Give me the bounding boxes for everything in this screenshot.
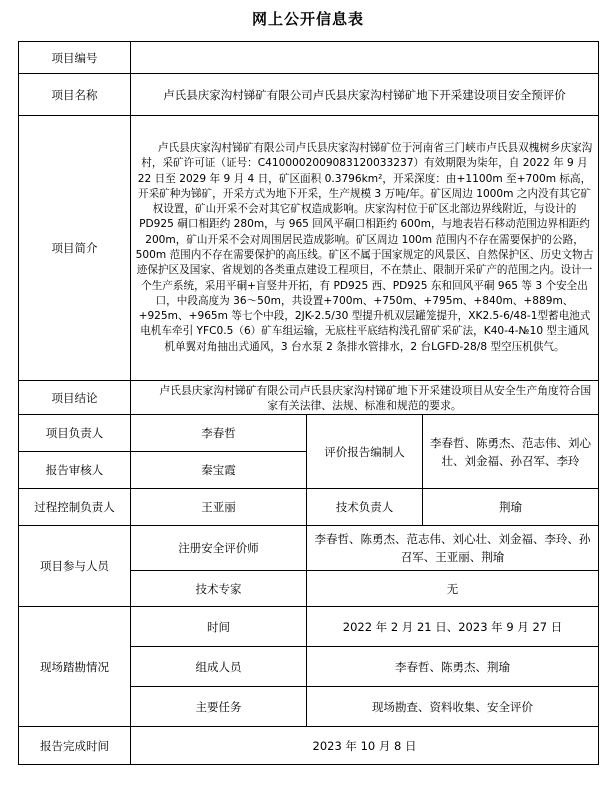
project-name-label: 项目名称: [19, 74, 131, 116]
completion-value: 2023 年 10 月 8 日: [131, 727, 599, 765]
project-leader-label: 项目负责人: [19, 415, 131, 452]
survey-time-label: 时间: [131, 607, 307, 647]
project-number-label: 项目编号: [19, 42, 131, 74]
row-project-name: [19, 74, 599, 116]
page-title: 网上公开信息表: [251, 10, 364, 28]
tech-expert-value: 无: [307, 571, 599, 607]
row-project-leader: [19, 415, 599, 452]
summary-label: 项目简介: [19, 116, 131, 381]
report-reviewer-label: 报告审核人: [19, 452, 131, 489]
survey-tasks-label: 主要任务: [131, 687, 307, 727]
row-project-number: [19, 42, 599, 74]
project-name-value: 卢氏县庆家沟村锑矿有限公司卢氏县庆家沟村锑矿地下开采建设项目安全预评价: [131, 74, 599, 116]
tech-lead-label: 技术负责人: [307, 489, 423, 526]
survey-tasks-value: 现场勘查、资料收集、安全评价: [307, 687, 599, 727]
survey-time-value: 2022 年 2 月 21 日、2023 年 9 月 27 日: [307, 607, 599, 647]
tech-expert-label: 技术专家: [131, 571, 307, 607]
survey-members-value: 李春哲、陈勇杰、荆瑜: [307, 647, 599, 687]
registered-assessors-value: 李春哲、陈勇杰、范志伟、刘心壮、刘金福、李玲、孙召军、王亚丽、荆瑜: [307, 526, 599, 571]
registered-assessors-label: 注册安全评价师: [131, 526, 307, 571]
report-authors-label: 评价报告编制人: [307, 415, 423, 489]
report-authors-value: 李春哲、陈勇杰、范志伟、刘心壮、刘金福、孙召军、李玲: [423, 415, 599, 489]
participants-label: 项目参与人员: [19, 526, 131, 607]
row-survey-time: [19, 607, 599, 647]
row-conclusion: [19, 381, 599, 415]
project-number-value: [131, 42, 599, 74]
info-table: [18, 41, 599, 765]
row-completion: [19, 727, 599, 765]
report-reviewer-value: 秦宝霞: [131, 452, 307, 489]
site-survey-label: 现场踏勘情况: [19, 607, 131, 727]
completion-label: 报告完成时间: [19, 727, 131, 765]
conclusion-label: 项目结论: [19, 381, 131, 415]
row-summary: [19, 116, 599, 381]
survey-members-label: 组成人员: [131, 647, 307, 687]
process-control-label: 过程控制负责人: [19, 489, 131, 526]
row-process-control: [19, 489, 599, 526]
summary-text: 卢氏县庆家沟村锑矿有限公司卢氏县庆家沟村锑矿位于河南省三门峡市卢氏县双槐树乡庆家沟村，采矿许可证（证号：C4100002009083120033237）有效期限为柒年，自 2022 年 9 月 22 日至 2029 年 9 月 4 日，矿区面积 0.3796km²，开采深度：由+1100m 至+700m 标高，开采矿种为锑矿，开采方式为地下开采，生产规模 3 万吨/年。矿区周边 1000m 之内没有其它矿权设置，矿山开采不会对其它矿权造成影响。庆家沟村位于矿区北部边界线附近，与设计的 PD925 硐口相距约 280m，与 965 回风平硐口相距约 600m，与地表岩石移动范围边界相距约 200m，矿山开采不会对周围居民造成影响。矿区周边 100m 范围内不存在需要保护的公路，500m 范围内不存在需要保护的高压线。矿区不属于国家规定的风景区、自然保护区、历史文物古迹保护区及国家、省规划的各类重点建设工程项目，不在禁止、限制开采矿产的范围之内。设计一个生产系统，采用平硐+盲竖井开拓，有 PD925 西、PD925 东和回风平硐 965 等 3 个安全出口，中段高度为 36～50m，共设置+700m、+750m、+795m、+840m、+889m、+925m、+965m 等七个中段，2JK-2.5/30 型提升机双层罐笼提升，XK2.5-6/48-1型蓄电池式电机车牵引 YFC0.5（6）矿车组运输，无底柱平底结构浅孔留矿采矿法，K40-4-№10 型主通风机单翼对角抽出式通风，3 台水泵 2 条排水管排水，2 台LGFD-28/8 型空压机供气。: [131, 116, 599, 381]
project-leader-value: 李春哲: [131, 415, 307, 452]
tech-lead-value: 荆瑜: [423, 489, 599, 526]
row-registered-assessors: [19, 526, 599, 571]
process-control-value: 王亚丽: [131, 489, 307, 526]
conclusion-text: 卢氏县庆家沟村锑矿有限公司卢氏县庆家沟村锑矿地下开采建设项目从安全生产角度符合国家有关法律、法规、标准和规范的要求。: [131, 381, 599, 415]
